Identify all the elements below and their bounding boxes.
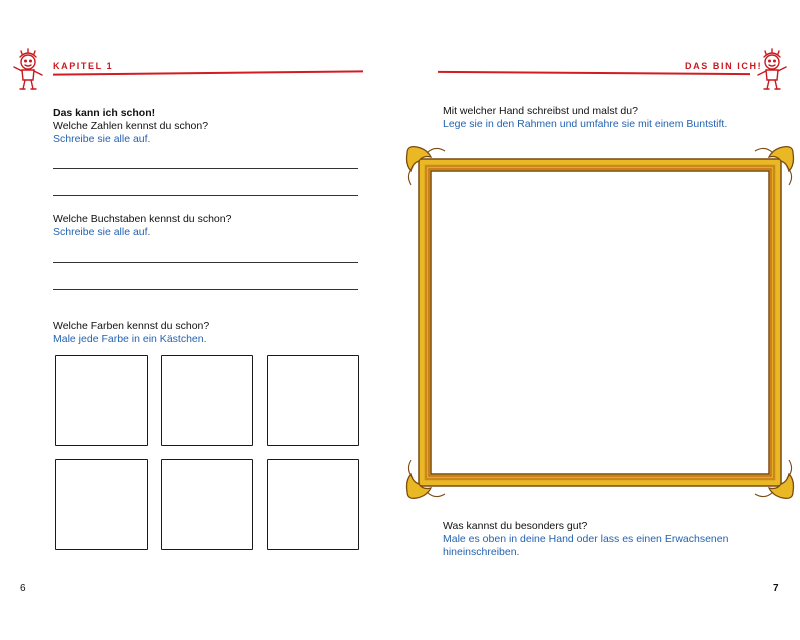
page-number-left: 6	[20, 583, 26, 594]
color-box	[161, 459, 253, 550]
chapter-header: KAPITEL 1	[53, 61, 114, 71]
color-box	[267, 459, 359, 550]
color-box	[55, 459, 148, 550]
picture-frame-icon	[405, 145, 795, 500]
mascot-right-icon	[754, 48, 790, 92]
question-letters: Welche Buchstaben kennst du schon?	[53, 213, 232, 225]
color-box	[55, 355, 148, 446]
instruction-numbers: Schreibe sie alle auf.	[53, 133, 151, 145]
instruction-skill-line2: hineinschreiben.	[443, 546, 520, 558]
chapter-title-header: DAS BIN ICH!	[685, 61, 763, 71]
color-box	[267, 355, 359, 446]
header-rule-left	[53, 70, 363, 75]
question-colors: Welche Farben kennst du schon?	[53, 320, 210, 332]
instruction-colors: Male jede Farbe in ein Kästchen.	[53, 333, 207, 345]
instruction-hand: Lege sie in den Rahmen und umfahre sie mit einem Buntstift.	[443, 118, 728, 130]
question-hand: Mit welcher Hand schreibst und malst du?	[443, 105, 638, 117]
header-rule-right	[438, 71, 750, 75]
page-number-right: 7	[773, 583, 779, 594]
mascot-left-icon	[10, 48, 46, 92]
color-box	[161, 355, 253, 446]
section-title: Das kann ich schon!	[53, 107, 156, 119]
writing-line	[53, 289, 358, 290]
writing-line	[53, 262, 358, 263]
writing-line	[53, 195, 358, 196]
writing-line	[53, 168, 358, 169]
question-numbers: Welche Zahlen kennst du schon?	[53, 120, 209, 132]
question-skill: Was kannst du besonders gut?	[443, 520, 588, 532]
instruction-letters: Schreibe sie alle auf.	[53, 226, 151, 238]
instruction-skill-line1: Male es oben in deine Hand oder lass es einen Erwachsenen	[443, 533, 729, 545]
